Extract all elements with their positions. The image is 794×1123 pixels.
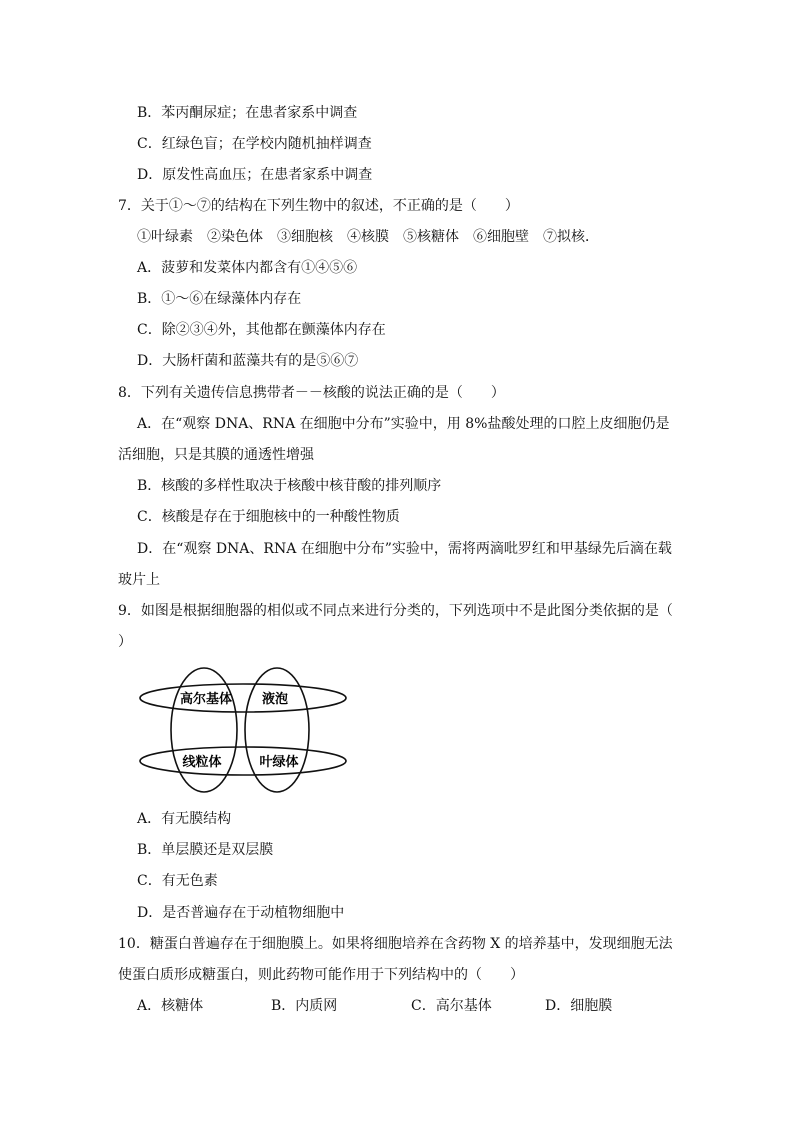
q9-option-c: C．有无色素 <box>137 873 218 889</box>
label-mitochondria: 线粒体 <box>182 755 222 770</box>
q6-option-c: C．红绿色盲；在学校内随机抽样调查 <box>137 136 372 152</box>
q8-option-b: B．核酸的多样性取决于核酸中核苷酸的排列顺序 <box>137 478 442 494</box>
q10-option-b: B．内质网 <box>271 998 338 1014</box>
q7-option-c: C．除②③④外，其他都在颤藻体内存在 <box>137 322 386 338</box>
q7-option-b: B．①～⑥在绿藻体内存在 <box>137 291 302 307</box>
q8-option-a-line2: 活细胞，只是其膜的通透性增强 <box>118 447 314 463</box>
q9-stem-line1: 9．如图是根据细胞器的相似或不同点来进行分类的，下列选项中不是此图分类依据的是（ <box>118 603 673 619</box>
q9-option-d: D．是否普遍存在于动植物细胞中 <box>137 905 345 921</box>
q9-stem-line2: ） <box>118 634 132 650</box>
q9-option-b: B．单层膜还是双层膜 <box>137 842 274 858</box>
q7-stem: 7．关于①～⑦的结构在下列生物中的叙述，不正确的是（ ） <box>118 198 519 214</box>
q7-items: ①叶绿素 ②染色体 ③细胞核 ④核膜 ⑤核糖体 ⑥细胞壁 ⑦拟核． <box>137 229 599 245</box>
q9-option-a: A．有无膜结构 <box>137 811 232 827</box>
label-golgi: 高尔基体 <box>179 692 233 707</box>
q8-stem: 8．下列有关遗传信息携带者－－核酸的说法正确的是（ ） <box>118 385 505 401</box>
q7-option-d: D．大肠杆菌和蓝藻共有的是⑤⑥⑦ <box>137 353 359 369</box>
top-horizontal-ellipse <box>140 684 346 712</box>
label-chloroplast: 叶绿体 <box>259 755 299 770</box>
q6-option-b: B．苯丙酮尿症；在患者家系中调查 <box>137 105 358 121</box>
organelle-classification-diagram <box>134 664 354 804</box>
q10-stem-line1: 10．糖蛋白普遍存在于细胞膜上。如果将细胞培养在含药物 X 的培养基中，发现细胞无法 <box>118 936 673 952</box>
q10-stem-line2: 使蛋白质形成糖蛋白，则此药物可能作用于下列结构中的（ ） <box>118 967 524 983</box>
q8-option-d-line2: 玻片上 <box>118 572 160 588</box>
q7-option-a: A．菠萝和发菜体内都含有①④⑤⑥ <box>137 260 358 276</box>
right-vertical-ellipse <box>245 668 309 792</box>
label-vacuole: 液泡 <box>261 692 289 707</box>
q10-option-a: A．核糖体 <box>137 998 204 1014</box>
q8-option-a-line1: A．在“观察 DNA、RNA 在细胞中分布”实验中，用 8%盐酸处理的口腔上皮细胞仍是 <box>137 416 670 432</box>
bottom-horizontal-ellipse <box>140 747 346 775</box>
q10-option-c: C．高尔基体 <box>411 998 492 1014</box>
q8-option-d-line1: D．在“观察 DNA、RNA 在细胞中分布”实验中，需将两滴吡罗红和甲基绿先后滴在载 <box>137 541 672 557</box>
q6-option-d: D．原发性高血压；在患者家系中调查 <box>137 167 373 183</box>
q10-option-d: D．细胞膜 <box>545 998 613 1014</box>
q8-option-c: C．核酸是存在于细胞核中的一种酸性物质 <box>137 509 400 525</box>
